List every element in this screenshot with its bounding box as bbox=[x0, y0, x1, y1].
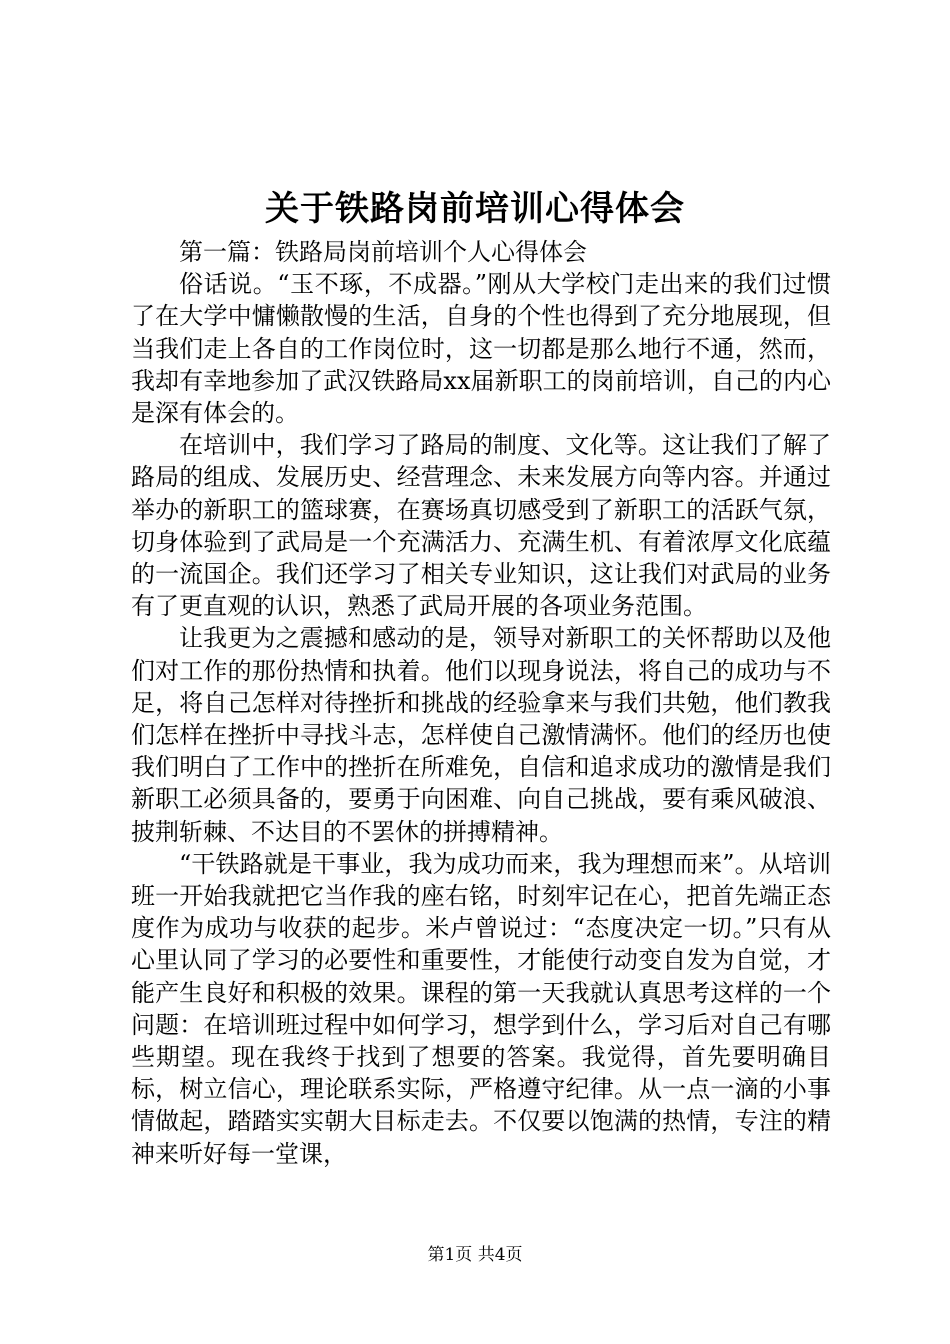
paragraph: 在培训中，我们学习了路局的制度、文化等。这让我们了解了路局的组成、发展历史、经营理念、未来发展方向等内容。并通过举办的新职工的篮球赛，在赛场真切感受到了新职工的活跃气氛，切身体验到了武局是一个充满活力、充满生机、有着浓厚文化底蕴的一流国企。我们还学习了相关专业知识，这让我们对武局的业务有了更直观的认识，熟悉了武局开展的各项业务范围。 bbox=[131, 431, 831, 621]
document-body bbox=[131, 236, 831, 1170]
page-footer: 第1页 共4页 bbox=[427, 1245, 523, 1265]
paragraph: “干铁路就是干事业，我为成功而来，我为理想而来”。从培训班一开始我就把它当作我的座右铭，时刻牢记在心，把首先端正态度作为成功与收获的起步。米卢曾说过：“态度决定一切。”只有从心里认同了学习的必要性和重要性，才能使行动变自发为自觉，才能产生良好和积极的效果。课程的第一天我就认真思考这样的一个问题：在培训班过程中如何学习，想学到什么，学习后对自己有哪些期望。现在我终于找到了想要的答案。我觉得，首先要明确目标，树立信心，理论联系实际，严格遵守纪律。从一点一滴的小事情做起，踏踏实实朝大目标走去。不仅要以饱满的热情，专注的精神来听好每一堂课， bbox=[131, 849, 831, 1168]
paragraph: 让我更为之震撼和感动的是，领导对新职工的关怀帮助以及他们对工作的那份热情和执着。他们以现身说法，将自己的成功与不足，将自己怎样对待挫折和挑战的经验拿来与我们共勉，他们教我们怎样在挫折中寻找斗志，怎样使自己激情满怀。他们的经历也使我们明白了工作中的挫折在所难免，自信和追求成功的激情是我们新职工必须具备的，要勇于向困难、向自己挑战，要有乘风破浪、披荆斩棘、不达目的不罢休的拼搏精神。 bbox=[131, 624, 831, 846]
paragraph: 俗话说。“玉不琢，不成器。”刚从大学校门走出来的我们过惯了在大学中慵懒散慢的生活，自身的个性也得到了充分地展现，但当我们走上各自的工作岗位时，这一切都是那么地行不通，然而，我却有幸地参加了武汉铁路局xx届新职工的岗前培训，自己的内心是深有体会的。 bbox=[131, 270, 831, 428]
document-title: 关于铁路岗前培训心得体会 bbox=[265, 189, 685, 229]
section-heading: 第一篇：铁路局岗前培训个人心得体会 bbox=[179, 238, 587, 266]
